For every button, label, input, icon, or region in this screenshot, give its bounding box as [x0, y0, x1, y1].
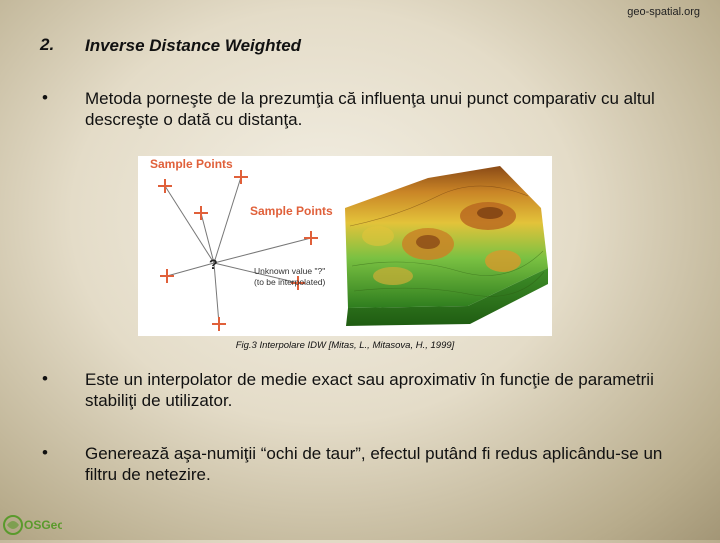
interpolated-surface [345, 166, 548, 326]
bullet-item-1 [40, 88, 680, 132]
bullet-text: Este un interpolator de medie exact sau aproximativ în funcţie de parametrii stabiliţi de utilizator. [85, 370, 654, 410]
sample-points-diagram [165, 177, 311, 324]
section-title: Inverse Distance Weighted [85, 36, 302, 55]
bullet-item-3 [40, 443, 680, 487]
osgeo-logo [2, 512, 62, 538]
bullet-text: Metoda porneşte de la prezumţia că influenţa unui punct comparativ cu altul descreşte o dată cu distanţa. [85, 89, 655, 129]
unknown-value-sublabel: (to be interpolated) [254, 277, 326, 287]
sample-point-crosses [158, 170, 318, 331]
bullet-marker: • [42, 369, 48, 388]
bullet-marker: • [42, 88, 48, 107]
bullet-marker: • [42, 443, 48, 462]
osgeo-logo-text: OSGeo [24, 518, 62, 532]
unknown-value-label: Unknown value "?" [254, 266, 326, 276]
idw-diagram [138, 156, 552, 336]
bullet-text: Generează aşa-numiţii “ochi de taur”, efectul putând fi redus aplicându-se un filtru de netezire. [85, 444, 663, 484]
section-number: 2. [40, 35, 55, 54]
site-label: geo-spatial.org [627, 6, 700, 18]
figure-caption: Fig.3 Interpolare IDW [Mitas, L., Mitasova, H., 1999] [235, 340, 455, 351]
sample-points-label-right: Sample Points [250, 204, 333, 218]
idw-figure [138, 156, 552, 336]
bullet-item-2 [40, 369, 680, 413]
sample-points-label-left: Sample Points [150, 157, 233, 171]
section-heading [40, 35, 680, 57]
unknown-value-marker: ? [209, 256, 218, 272]
